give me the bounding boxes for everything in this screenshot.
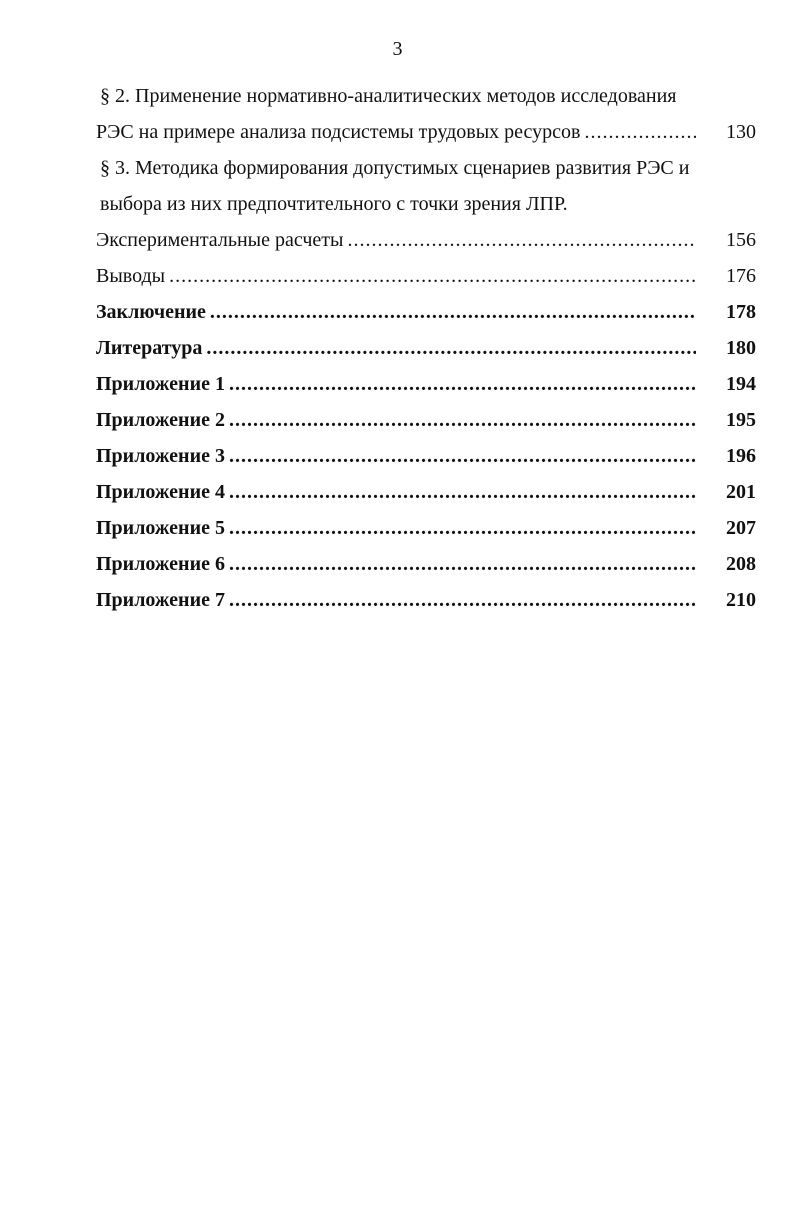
- toc-leader-dots: [229, 582, 696, 618]
- toc-entry-title: Приложение 6: [96, 553, 225, 575]
- toc-section-2-line-2[interactable]: [96, 114, 756, 150]
- toc-entry-appendix-2[interactable]: [96, 402, 756, 438]
- toc-entry-title: Приложение 3: [96, 445, 225, 467]
- toc-section-2-line-1: § 2. Применение нормативно-аналитических методов исследования: [100, 85, 677, 107]
- table-of-contents: [96, 78, 756, 618]
- toc-entry-appendix-4[interactable]: [96, 474, 756, 510]
- toc-entry-page: 194: [726, 373, 756, 395]
- toc-entry-page: 176: [726, 265, 756, 287]
- toc-leader-dots: [347, 222, 696, 258]
- toc-entry-page: 130: [726, 121, 756, 143]
- toc-entry-appendix-3[interactable]: [96, 438, 756, 474]
- toc-entry-page: 208: [726, 553, 756, 575]
- toc-entry-title: Литература: [96, 337, 203, 359]
- toc-entry-page: 178: [726, 301, 756, 323]
- toc-leader-dots: [169, 258, 696, 294]
- toc-entry-title: Выводы: [96, 265, 166, 287]
- toc-entry-page: 180: [726, 337, 756, 359]
- toc-leader-dots: [229, 510, 696, 546]
- toc-entry-closing[interactable]: [96, 294, 756, 330]
- toc-entry-title: Приложение 4: [96, 481, 225, 503]
- toc-entry-appendix-6[interactable]: [96, 546, 756, 582]
- toc-entry-page: 201: [726, 481, 756, 503]
- toc-entry-title: Приложение 5: [96, 517, 225, 539]
- toc-leader-dots: [584, 114, 696, 150]
- toc-entry-title: Заключение: [96, 301, 206, 323]
- toc-entry-title: РЭС на примере анализа подсистемы трудовых ресурсов: [96, 121, 581, 143]
- toc-leader-dots: [229, 474, 696, 510]
- toc-leader-dots: [210, 294, 696, 330]
- toc-entry-literature[interactable]: [96, 330, 756, 366]
- toc-leader-dots: [206, 330, 696, 366]
- toc-leader-dots: [229, 366, 696, 402]
- toc-section-3-line-2: выбора из них предпочтительного с точки зрения ЛПР.: [100, 193, 568, 215]
- toc-entry-title: Приложение 7: [96, 589, 225, 611]
- page-number: 3: [392, 38, 403, 60]
- toc-entry-title: Приложение 1: [96, 373, 225, 395]
- toc-entry-appendix-5[interactable]: [96, 510, 756, 546]
- toc-entry-page: 195: [726, 409, 756, 431]
- toc-leader-dots: [229, 438, 696, 474]
- toc-entry-page: 156: [726, 229, 756, 251]
- toc-section-3-line-1: § 3. Методика формирования допустимых сценариев развития РЭС и: [100, 157, 690, 179]
- toc-entry-page: 210: [726, 589, 756, 611]
- toc-entry-page: 207: [726, 517, 756, 539]
- toc-entry-appendix-1[interactable]: [96, 366, 756, 402]
- toc-entry-experimental-calculations[interactable]: [96, 222, 756, 258]
- toc-leader-dots: [229, 546, 696, 582]
- toc-leader-dots: [229, 402, 696, 438]
- toc-entry-appendix-7[interactable]: [96, 582, 756, 618]
- toc-entry-conclusions[interactable]: [96, 258, 756, 294]
- toc-entry-page: 196: [726, 445, 756, 467]
- toc-entry-title: Приложение 2: [96, 409, 225, 431]
- toc-entry-title: Экспериментальные расчеты: [96, 229, 344, 251]
